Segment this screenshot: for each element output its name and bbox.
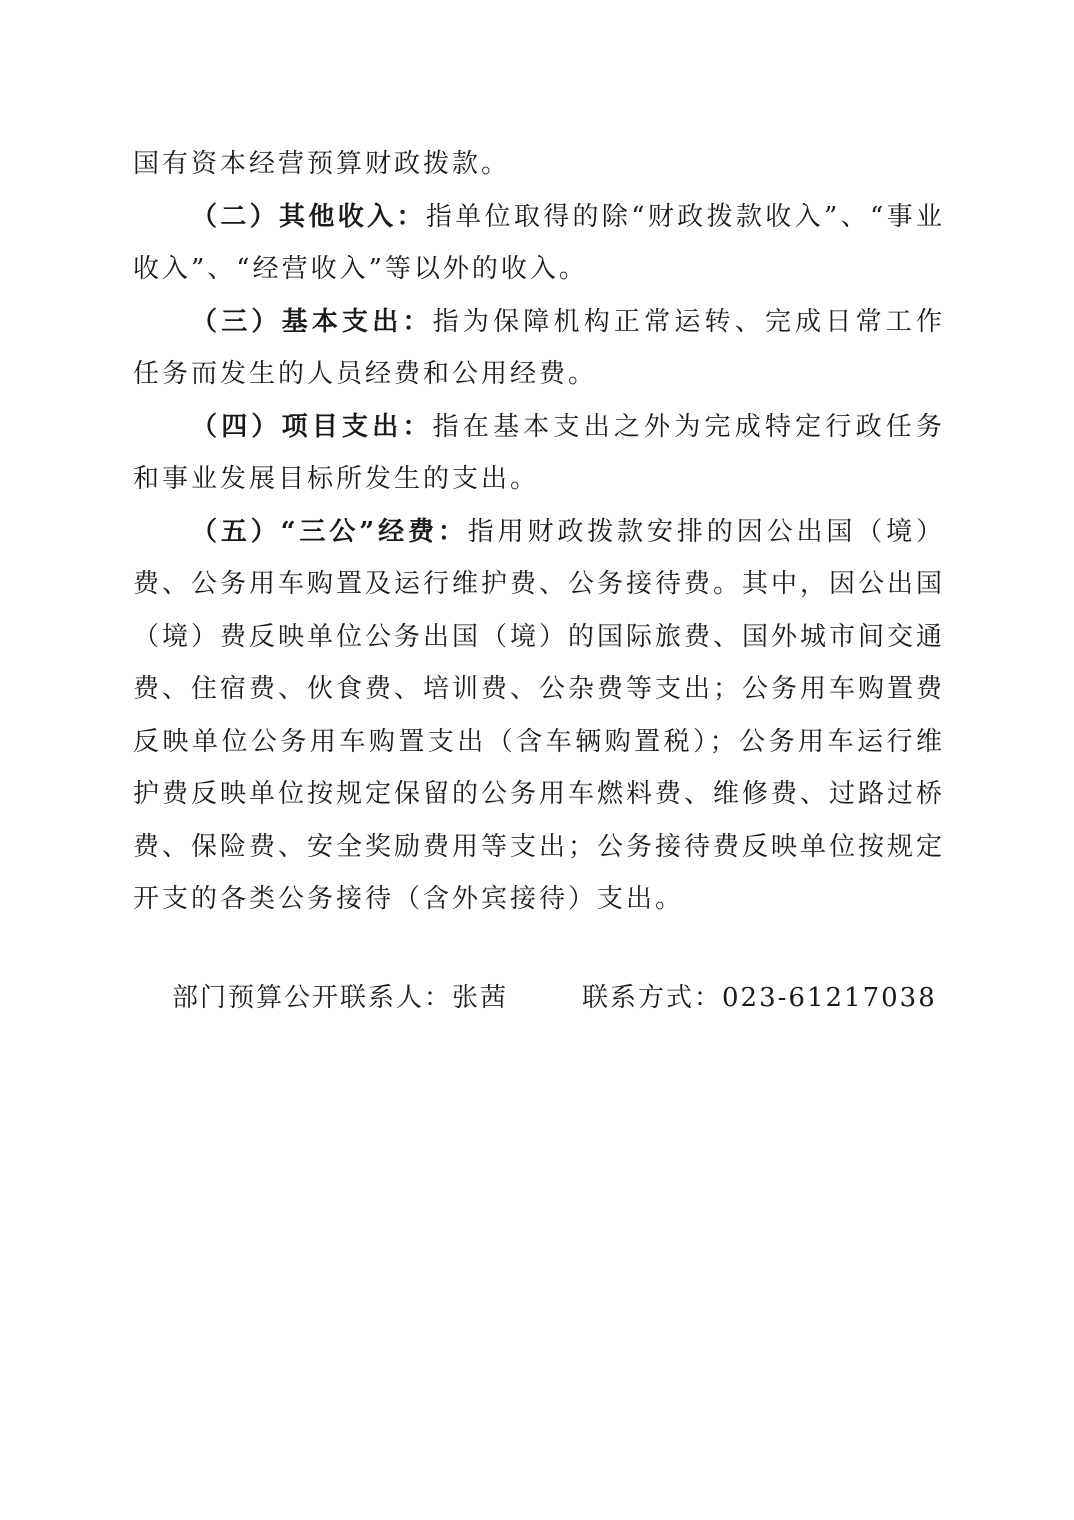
paragraph-project-expenditure: [133, 401, 945, 506]
contact-person: 部门预算公开联系人：张茜: [172, 983, 509, 1013]
definition-basic-expenditure: 指为保障机构正常运转、完成日常工作任务而发生的人员经费和公用经费。: [133, 306, 945, 389]
paragraph-text: 国有资本经营预算财政拨款。: [133, 149, 511, 179]
paragraph-three-public-expenses: [133, 506, 945, 926]
contact-line: [172, 976, 937, 1020]
term-other-income: （二）其他收入：: [191, 201, 426, 232]
term-three-public-expenses: （五）“三公”经费：: [191, 516, 468, 547]
definition-three-public-expenses: 指用财政拨款安排的因公出国（境）费、公务用车购置及运行维护费、公务接待费。其中，因公出国（境）费反映单位公务出国（境）的国际旅费、国外城市间交通费、住宿费、伙食费、培训费、公杂费等支出；公务用车购置费反映单位公务用车购置支出（含车辆购置税）；公务用车运行维护费反映单位按规定保留的公务用车燃料费、维修费、过路过桥费、保险费、安全奖励费用等支出；公务接待费反映单位按规定开支的各类公务接待（含外宾接待）支出。: [133, 516, 946, 914]
document-body: [133, 138, 945, 926]
term-basic-expenditure: （三）基本支出：: [191, 306, 433, 337]
paragraph-basic-expenditure: [133, 296, 945, 401]
paragraph-continuation: [133, 138, 945, 191]
definition-project-expenditure: 指在基本支出之外为完成特定行政任务和事业发展目标所发生的支出。: [133, 411, 945, 494]
contact-phone: 联系方式：023-61217038: [582, 983, 937, 1013]
definition-other-income: 指单位取得的除“财政拨款收入”、“事业收入”、“经营收入”等以外的收入。: [133, 201, 945, 284]
paragraph-other-income: [133, 191, 945, 296]
term-project-expenditure: （四）项目支出：: [191, 411, 433, 442]
